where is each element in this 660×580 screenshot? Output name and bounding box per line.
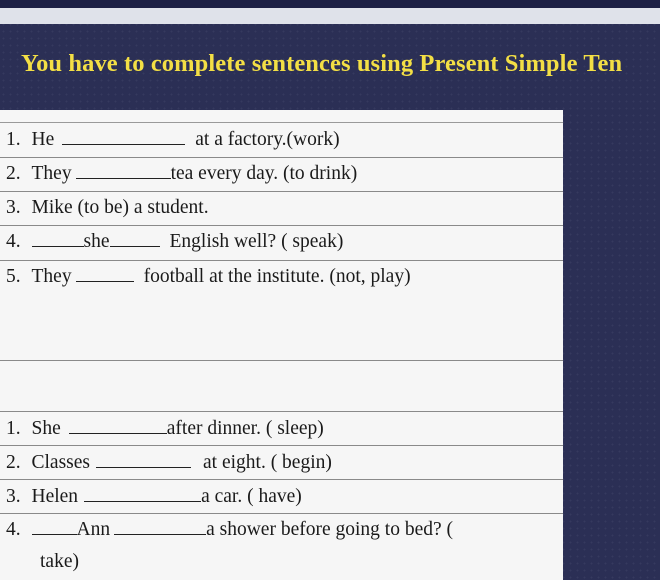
table-row (0, 514, 563, 580)
answer-blank (32, 245, 84, 247)
sentence-2: 2. They tea every day. (to drink) (6, 163, 358, 184)
slide-title: You have to complete sentences using Present Simple Ten (21, 50, 623, 77)
table-row (0, 261, 563, 361)
table-row (0, 158, 563, 192)
answer-blank (62, 143, 185, 145)
sentence-3: 3. Mike (to be) a student. (6, 197, 209, 218)
top-dark-strip (0, 0, 660, 8)
sentence-7: 2. Classes at eight. ( begin) (6, 452, 332, 473)
table-row (0, 361, 563, 412)
answer-blank (96, 466, 191, 468)
table-row (0, 226, 563, 261)
sentence-8: 3. Helen a car. ( have) (6, 486, 302, 507)
table-row (0, 480, 563, 514)
table-row (0, 110, 563, 123)
table-row (0, 412, 563, 446)
top-band (0, 8, 660, 24)
answer-blank (76, 280, 134, 282)
sentence-6: 1. She after dinner. ( sleep) (6, 418, 324, 439)
table-row (0, 123, 563, 158)
sentence-9-continuation: take) (40, 551, 79, 572)
table-row (0, 192, 563, 226)
exercise-sheet (0, 110, 563, 580)
answer-blank (76, 177, 171, 179)
answer-blank (114, 533, 206, 535)
answer-blank (69, 432, 167, 434)
sentence-4: 4. she English well? ( speak) (6, 231, 344, 252)
table-row (0, 446, 563, 480)
answer-blank (110, 245, 160, 247)
answer-blank (32, 533, 77, 535)
sentence-5: 5. They football at the institute. (not, play) (6, 266, 411, 287)
answer-blank (84, 500, 201, 502)
sentence-1: 1. He at a factory.(work) (6, 129, 340, 150)
sentence-9: 4. Ann a shower before going to bed? ( (6, 519, 454, 540)
